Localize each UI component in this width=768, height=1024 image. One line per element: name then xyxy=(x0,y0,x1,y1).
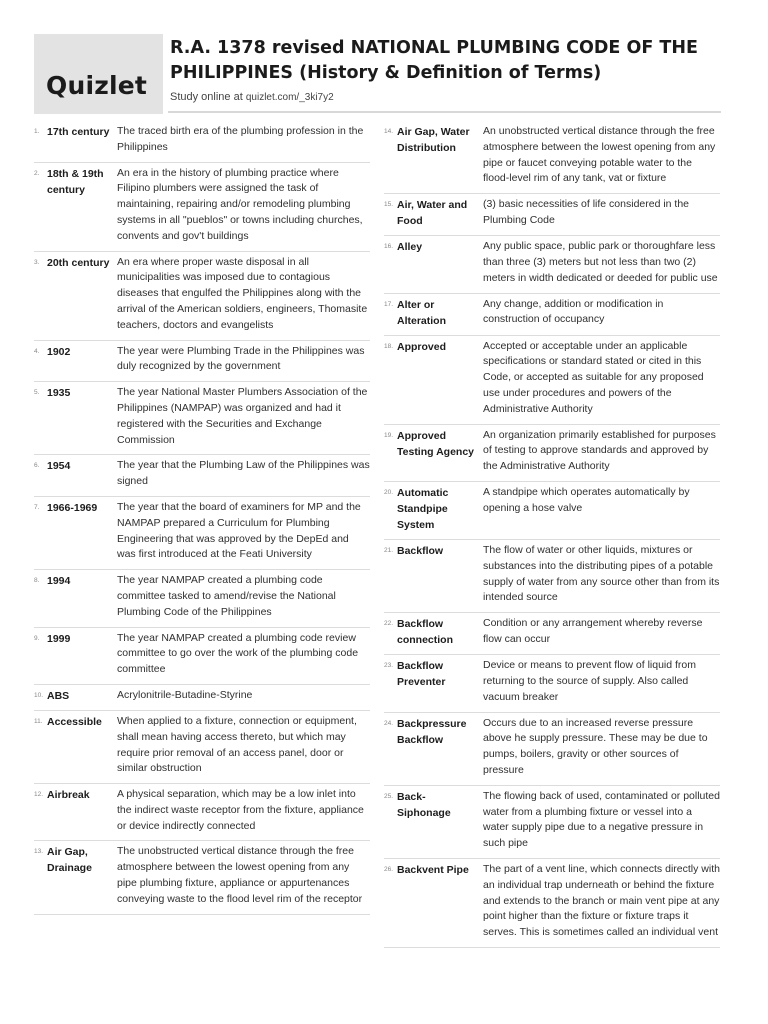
term-definition: The traced birth era of the plumbing profession in the Philippines xyxy=(117,125,364,153)
term-name: Backpressure Backflow xyxy=(397,717,467,746)
term-row xyxy=(34,628,370,685)
term-definition: The unobstructed vertical distance through the free atmosphere between the lowest opening from any pipe plumbing fixture, appliance or appurtenances conveying waste to the flood level rim of the receptor xyxy=(117,845,363,905)
term-row xyxy=(34,784,370,841)
term-name: Accessible xyxy=(47,715,102,728)
term-name: Backvent Pipe xyxy=(397,863,469,876)
term-definition: When applied to a fixture, connection or equipment, shall mean having access thereto, but which may require prior removal of an access panel, door or similar obstruction xyxy=(117,714,357,775)
study-online-line xyxy=(170,91,334,103)
term-name: Airbreak xyxy=(47,789,90,802)
term-name: Backflow Preventer xyxy=(397,660,446,689)
term-definition: Any change, addition or modification in construction of occupancy xyxy=(483,297,664,326)
term-number: 23. xyxy=(384,662,394,670)
term-definition: The year that the board of examiners for MP and the NAMPAP prepared a Curriculum for Plumbing Engineering that was approved by the DepEd and was first introduced at the Feati University xyxy=(117,500,361,561)
term-row xyxy=(384,655,720,712)
term-definition: The year National Master Plumbers Association of the Philippines (NAMPAP) was organized and had it registered with the Securities and Exchange Commission xyxy=(117,386,368,446)
term-row xyxy=(384,425,720,482)
term-row xyxy=(384,121,720,194)
quizlet-logo xyxy=(34,34,163,114)
term-number: 19. xyxy=(384,431,394,439)
term-row xyxy=(34,455,370,497)
term-definition: Condition or any arrangement whereby reverse flow can occur xyxy=(483,617,703,645)
term-definition: The flowing back of used, contaminated or polluted water from a plumbing fixture or vessel into a water supply pipe due to a negative pressure in such pipe xyxy=(483,789,720,850)
term-definition: An organization primarily established for purposes of testing to approve standards and approved by the Administrative Authority xyxy=(483,428,716,473)
term-number: 18. xyxy=(384,342,394,350)
term-row xyxy=(34,382,370,455)
term-name: Backflow xyxy=(397,544,444,557)
term-number: 16. xyxy=(384,243,394,251)
term-row xyxy=(384,613,720,655)
term-name: 1902 xyxy=(47,345,71,358)
term-definition: Occurs due to an increased reverse pressure above he supply pressure. These may be due to pumps, boilers, gravity or other sources of pressure xyxy=(483,716,708,776)
term-number: 21. xyxy=(384,546,394,554)
term-name: 1935 xyxy=(47,387,71,400)
term-name: Automatic Standpipe System xyxy=(397,486,449,531)
term-number: 24. xyxy=(384,719,394,727)
header-divider xyxy=(168,111,721,113)
term-name: 1966-1969 xyxy=(47,501,98,514)
term-number: 7. xyxy=(34,503,40,511)
term-row xyxy=(384,236,720,293)
term-name: 17th century xyxy=(47,126,110,138)
term-definition: The year NAMPAP created a plumbing code committee tasked to amend/revise the National Plumbing Code of the Philippines xyxy=(117,574,336,618)
term-definition: The flow of water or other liquids, mixtures or substances into the distributing pipes of a potable supply of water from any source other than from its intended source xyxy=(483,543,720,604)
term-definition: Any public space, public park or thoroughfare less than three (3) meters but not less than two (2) meters in width dedicated or deeded for public use xyxy=(483,240,718,284)
term-row xyxy=(34,685,370,711)
term-number: 1. xyxy=(34,128,40,135)
term-name: 1999 xyxy=(47,632,71,645)
term-row xyxy=(34,121,370,163)
term-number: 3. xyxy=(34,258,40,266)
term-definition: A physical separation, which may be a low inlet into the indirect waste receptor from the fixture, appliance or device indirectly connected xyxy=(117,788,364,832)
term-row xyxy=(34,570,370,627)
term-number: 20. xyxy=(384,488,394,496)
term-name: Approved Testing Agency xyxy=(397,429,475,458)
study-link[interactable]: quizlet.com/_3ki7y2 xyxy=(245,92,334,103)
term-number: 22. xyxy=(384,620,394,628)
page-title: R.A. 1378 revised NATIONAL PLUMBING CODE OF THE PHILIPPINES (History & Definition of Terms) xyxy=(170,38,698,83)
term-definition: Accepted or acceptable under an applicable specifications or standard stated or cited in this Code, or accepted as suitable for any proposed use under procedures and powers of the Administrative Authority xyxy=(483,339,704,415)
term-definition: (3) basic necessities of life considered in the Plumbing Code xyxy=(483,198,690,226)
term-number: 12. xyxy=(34,791,44,799)
term-definition: The year were Plumbing Trade in the Philippines was duly recognized by the government xyxy=(117,344,365,373)
term-row xyxy=(34,252,370,341)
term-name: 1994 xyxy=(47,575,71,588)
term-number: 11. xyxy=(34,717,43,725)
term-row xyxy=(384,482,720,540)
term-definition: An era in the history of plumbing practice where Filipino plumbers were assigned the task of maintaining, repairing and/or remodeling plumbing systems in all "pueblos" or towns including churches, convents and gov't buildings xyxy=(117,166,363,242)
term-number: 14. xyxy=(384,128,394,135)
terms-column-left xyxy=(34,121,370,915)
term-row xyxy=(34,711,370,784)
term-number: 5. xyxy=(34,389,40,397)
term-name: Air Gap, Drainage xyxy=(47,846,92,875)
study-prefix: Study online at xyxy=(170,91,246,103)
term-row xyxy=(384,713,720,786)
term-definition: Acrylonitrile-Butadine-Styrine xyxy=(117,688,253,701)
term-row xyxy=(384,194,720,236)
term-row xyxy=(384,294,720,336)
term-name: Back-Siphonage xyxy=(397,790,451,819)
term-number: 26. xyxy=(384,865,394,873)
term-row xyxy=(34,341,370,383)
term-definition: The part of a vent line, which connects directly with an individual trap underneath or behind the fixture and extends to the branch or main vent pipe at any point higher than the fixture or fixture traps it serves. This is sometimes called an individual vent xyxy=(483,862,720,939)
terms-column-right xyxy=(384,121,720,948)
term-definition: An unobstructed vertical distance through the free atmosphere between the lowest opening from any pipe or faucet conveying potable water to the flood-level rim of any tank, vat or fixture xyxy=(483,125,716,185)
term-definition: Device or means to prevent flow of liquid from returning to the source of supply. Also called vacuum breaker xyxy=(483,659,697,703)
term-number: 10. xyxy=(34,691,44,699)
term-row xyxy=(384,859,720,948)
term-row xyxy=(384,540,720,613)
term-number: 9. xyxy=(34,634,40,642)
term-number: 15. xyxy=(384,201,394,209)
term-number: 13. xyxy=(34,848,44,856)
term-name: 20th century xyxy=(47,256,110,269)
term-definition: The year NAMPAP created a plumbing code review committee to go over the work of the plumbing code committee xyxy=(117,631,359,676)
term-name: 18th & 19th century xyxy=(47,167,104,196)
logo-text: Quizlet xyxy=(46,71,148,100)
term-number: 2. xyxy=(34,169,40,177)
term-name: 1954 xyxy=(47,460,71,473)
term-definition: The year that the Plumbing Law of the Philippines was signed xyxy=(117,459,370,488)
term-number: 6. xyxy=(34,462,40,470)
term-definition: A standpipe which operates automatically by opening a hose valve xyxy=(483,485,690,514)
term-name: Approved xyxy=(397,340,447,353)
term-definition: An era where proper waste disposal in all municipalities was imposed due to contagious diseases that engulfed the Philippines along with the arrival of the American soldiers, engineers, Thomasite teachers, doctors and evangelists xyxy=(117,255,368,331)
term-row xyxy=(34,497,370,570)
term-name: Alter or Alteration xyxy=(397,298,447,327)
term-name: Air, Water and Food xyxy=(397,199,468,228)
term-name: ABS xyxy=(47,689,70,702)
term-number: 25. xyxy=(384,792,394,800)
term-name: Backflow connection xyxy=(397,618,454,647)
term-number: 17. xyxy=(384,300,394,308)
term-name: Alley xyxy=(397,241,423,254)
term-row xyxy=(384,336,720,425)
term-number: 4. xyxy=(34,347,40,355)
term-number: 8. xyxy=(34,577,40,585)
term-row xyxy=(384,786,720,859)
term-row xyxy=(34,163,370,252)
term-name: Air Gap, Water Distribution xyxy=(397,126,470,154)
term-row xyxy=(34,841,370,914)
